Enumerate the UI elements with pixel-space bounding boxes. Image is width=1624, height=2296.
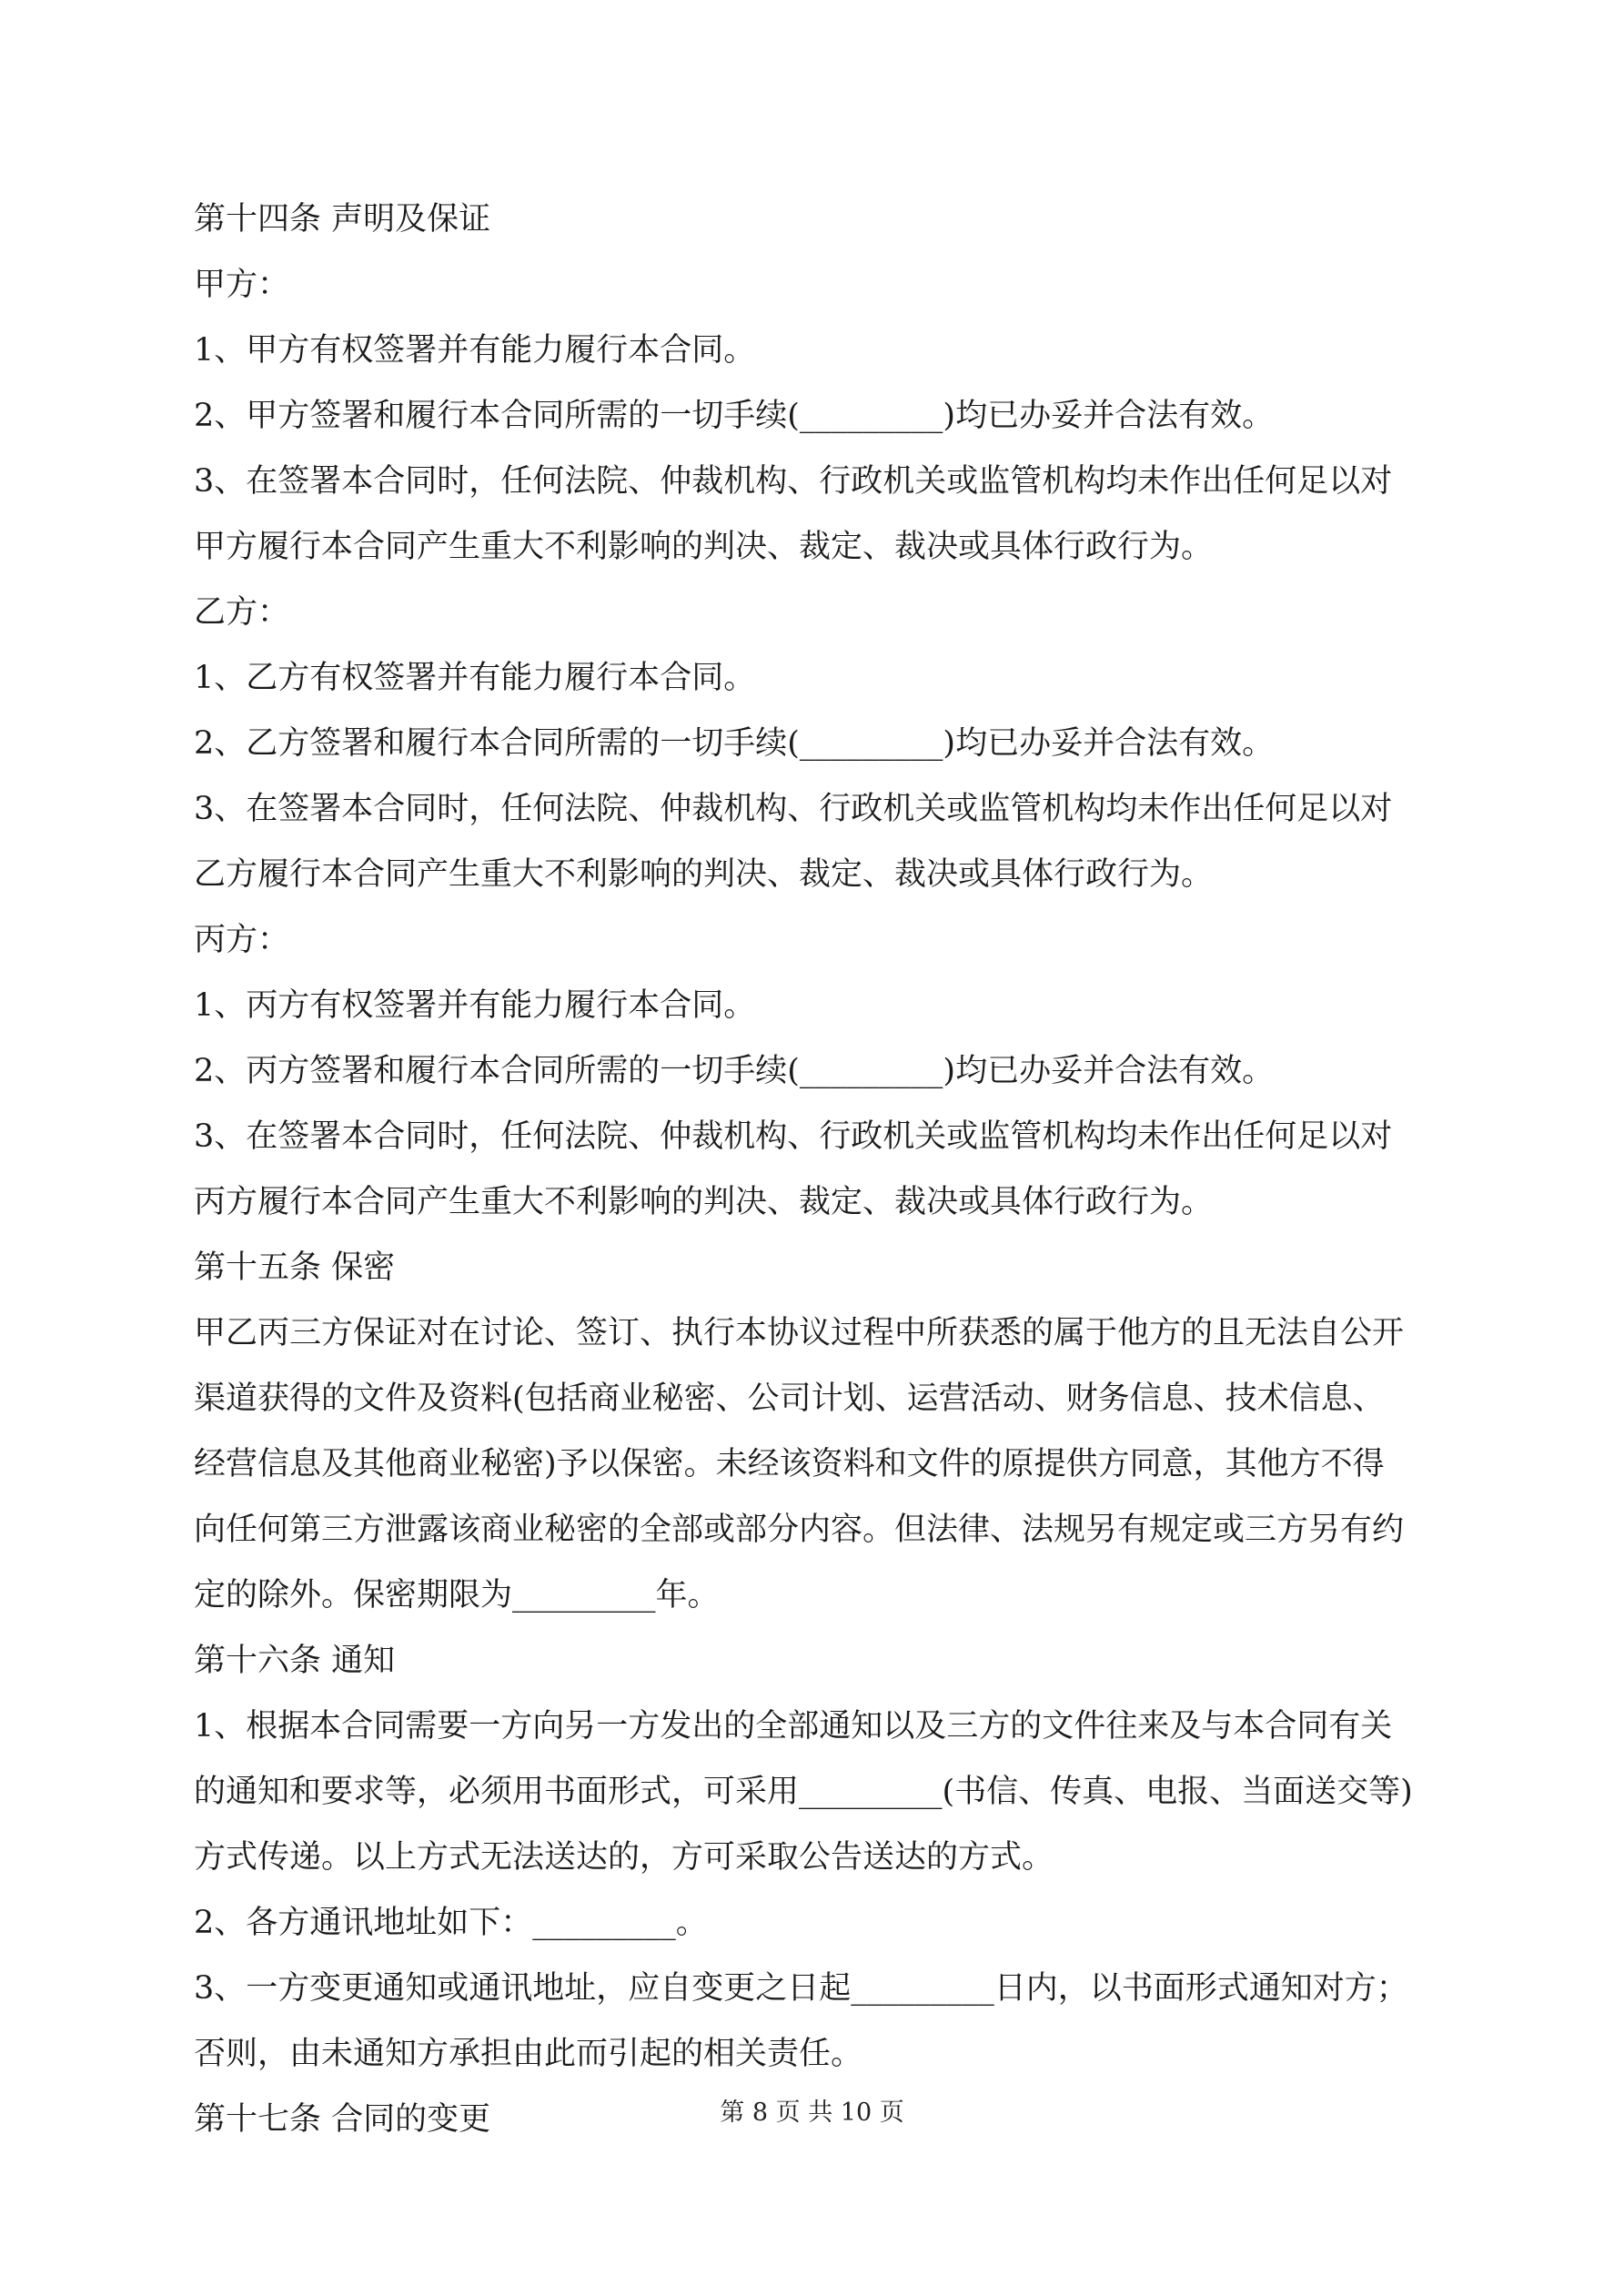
paragraph-line: 向任何第三方泄露该商业秘密的全部或部分内容。但法律、法规另有规定或三方另有约 (194, 1512, 1405, 1548)
clause-line: 3、一方变更通知或通讯地址，应自变更之日起_________日内，以书面形式通知对方； (194, 1970, 1408, 2007)
clause-line: 否则，由未通知方承担由此而引起的相关责任。 (194, 2036, 863, 2072)
page-number-footer: 第 8 页 共 10 页 (720, 2099, 904, 2127)
party-label: 甲方： (194, 267, 290, 303)
clause-line: 的通知和要求等，必须用书面形式，可采用_________(书信、传真、电报、当面送交等) (194, 1774, 1413, 1810)
clause-line: 1、甲方有权签署并有能力履行本合同。 (194, 332, 756, 369)
paragraph-line: 甲乙丙三方保证对在讨论、签订、执行本协议过程中所获悉的属于他方的且无法自公开 (194, 1315, 1405, 1351)
paragraph-line: 定的除外。保密期限为_________年。 (194, 1577, 720, 1613)
party-label: 乙方： (194, 594, 290, 631)
paragraph-line: 经营信息及其他商业秘密)予以保密。未经该资料和文件的原提供方同意，其他方不得 (194, 1446, 1385, 1482)
clause-line: 1、乙方有权签署并有能力履行本合同。 (194, 660, 756, 696)
clause-line: 方式传递。以上方式无法送达的，方可采取公告送达的方式。 (194, 1839, 1054, 1876)
clause-line: 3、在签署本合同时，任何法院、仲裁机构、行政机关或监管机构均未作出任何足以对 (194, 463, 1393, 500)
clause-line: 3、在签署本合同时，任何法院、仲裁机构、行政机关或监管机构均未作出任何足以对 (194, 791, 1393, 827)
clause-line: 2、各方通讯地址如下：_________。 (194, 1905, 708, 1941)
clause-line: 2、丙方签署和履行本合同所需的一切手续(_________)均已办妥并合法有效。 (194, 1053, 1275, 1089)
section-heading: 第十七条 合同的变更 (194, 2101, 491, 2138)
section-heading: 第十六条 通知 (194, 1643, 396, 1679)
clause-line: 1、丙方有权签署并有能力履行本合同。 (194, 987, 756, 1024)
clause-line: 1、根据本合同需要一方向另一方发出的全部通知以及三方的文件往来及与本合同有关 (194, 1708, 1393, 1745)
clause-line: 2、乙方签署和履行本合同所需的一切手续(_________)均已办妥并合法有效。 (194, 725, 1275, 762)
clause-line: 乙方履行本合同产生重大不利影响的判决、裁定、裁决或具体行政行为。 (194, 856, 1214, 893)
party-label: 丙方： (194, 922, 290, 958)
section-heading: 第十五条 保密 (194, 1249, 396, 1286)
paragraph-line: 渠道获得的文件及资料(包括商业秘密、公司计划、运营活动、财务信息、技术信息、 (194, 1381, 1385, 1417)
clause-line: 3、在签署本合同时，任何法院、仲裁机构、行政机关或监管机构均未作出任何足以对 (194, 1118, 1393, 1155)
clause-line: 丙方履行本合同产生重大不利影响的判决、裁定、裁决或具体行政行为。 (194, 1184, 1214, 1220)
clause-line: 甲方履行本合同产生重大不利影响的判决、裁定、裁决或具体行政行为。 (194, 529, 1214, 565)
section-heading: 第十四条 声明及保证 (194, 201, 491, 238)
clause-line: 2、甲方签署和履行本合同所需的一切手续(_________)均已办妥并合法有效。 (194, 398, 1275, 434)
document-body (194, 187, 1440, 2152)
